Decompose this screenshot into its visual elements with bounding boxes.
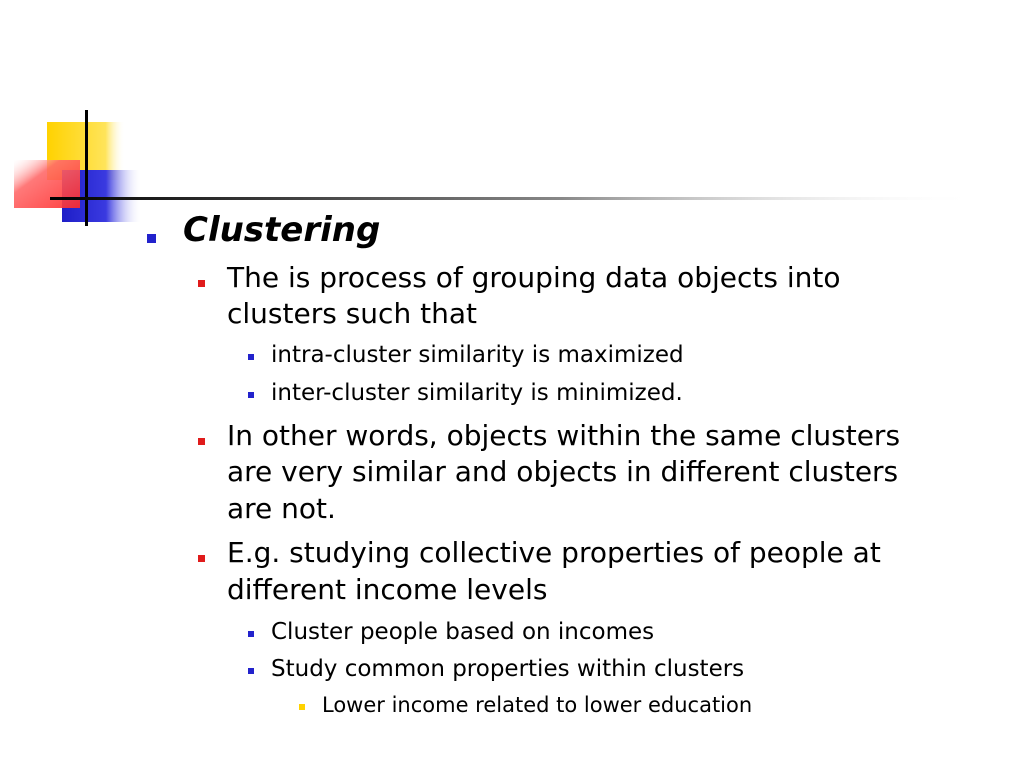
- sub-sub-point-text: Lower income related to lower education: [322, 693, 753, 717]
- square-bullet-icon: [198, 555, 205, 562]
- sub-point-text: intra-cluster similarity is maximized: [271, 342, 684, 368]
- sub-point-text: Study common properties within clusters: [271, 656, 745, 682]
- point-text: are very similar and objects in different clusters: [227, 455, 899, 488]
- square-bullet-icon: [248, 354, 254, 360]
- square-bullet-icon: [147, 234, 156, 243]
- square-bullet-icon: [248, 631, 254, 637]
- point-text: different income levels: [227, 573, 548, 606]
- sub-point-text: Cluster people based on incomes: [271, 619, 655, 645]
- point-text: E.g. studying collective properties of people at: [227, 536, 881, 569]
- point-text: are not.: [227, 492, 336, 525]
- sub-point-text: inter-cluster similarity is minimized.: [271, 380, 683, 406]
- point-text: In other words, objects within the same clusters: [227, 419, 901, 452]
- square-bullet-icon: [299, 704, 305, 710]
- square-bullet-icon: [248, 392, 254, 398]
- point-text: The is process of grouping data objects into: [227, 261, 841, 294]
- square-bullet-icon: [198, 280, 205, 287]
- square-bullet-icon: [248, 668, 254, 674]
- point-text: clusters such that: [227, 297, 477, 330]
- slide-heading: Clustering: [183, 210, 381, 250]
- square-bullet-icon: [198, 438, 205, 445]
